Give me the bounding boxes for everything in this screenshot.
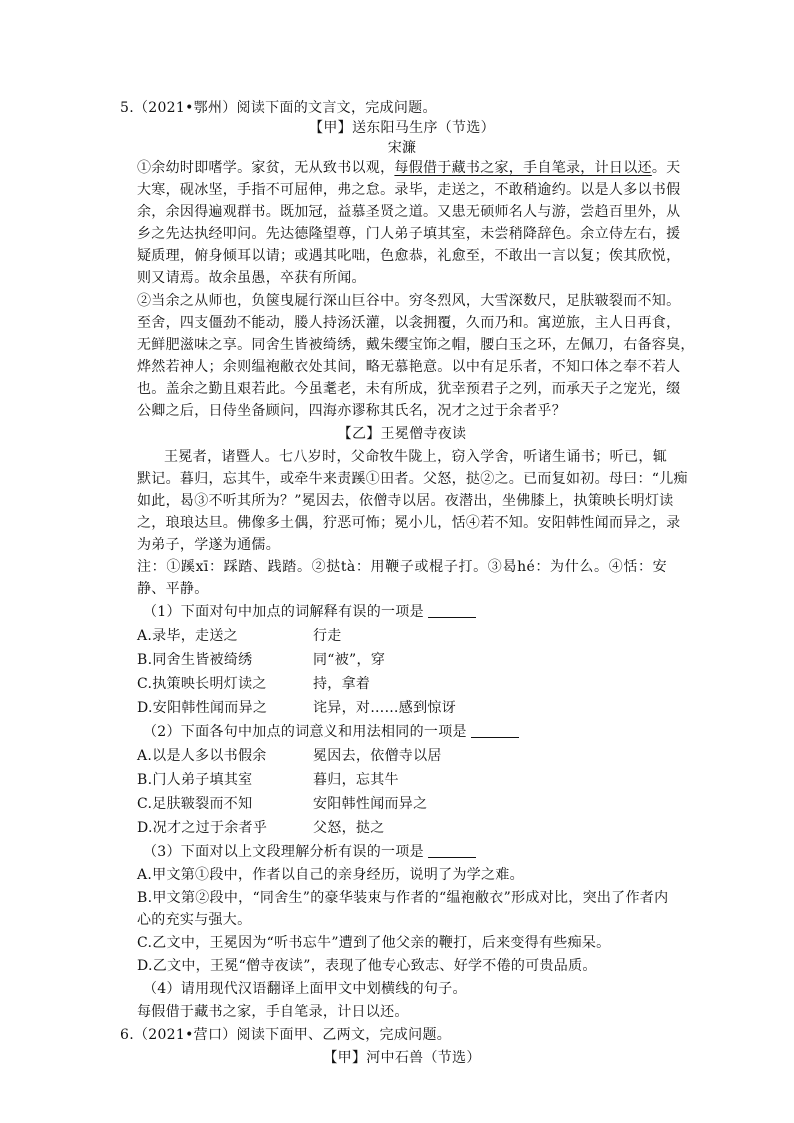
sub2-stem: （2）下面各句中加点的词意义和用法相同的一项是 — [143, 722, 673, 742]
sub2-option-a: A.以是人多以书假余 冕因去，依僧寺以居 — [137, 748, 442, 764]
q5-jia-title: 【甲】送东阳马生序（节选） — [309, 120, 495, 136]
sub2-option-d: D.况才之过于余者乎 父怒，挞之 — [137, 820, 385, 836]
sub4-stem: （4）请用现代汉语翻译上面甲文中划横线的句子。 — [143, 981, 467, 997]
p1-line-4: 乡之先达执经叩问。先达德隆望尊，门人弟子填其室，未尝稍降辞色。余立侍左右，援 — [137, 226, 681, 242]
p2-line-3: 无鲜肥滋味之享。同舍生皆被绮绣，戴朱缨宝饰之帽，腰白玉之环，左佩刀，右备容臭， — [137, 337, 695, 353]
sub1-option-d: D.安阳韩性闻而异之 诧异，对……感到惊讶 — [137, 700, 456, 716]
sub3-option-a: A.甲文第①段中，作者以自己的亲身经历，说明了为学之难。 — [137, 867, 524, 883]
p1-line-3: 余，余因得遍观群书。既加冠，益慕圣贤之道。又患无硕师名人与游，尝趋百里外，从 — [137, 204, 681, 220]
p1-line-2: 大寒，砚冰坚，手指不可屈伸，弗之怠。录毕，走送之，不敢稍逾约。以是人多以书假 — [137, 182, 681, 198]
sub1-option-a: A.录毕，走送之 行走 — [137, 628, 342, 644]
sub1-option-c: C.执策映长明灯读之 持，拿着 — [137, 676, 371, 692]
sub4-sentence: 每假借于藏书之家，手自笔录，计日以还。 — [137, 1004, 409, 1020]
q6-jia-title: 【甲】河中石兽（节选） — [323, 1050, 481, 1066]
p3-line-4: 之，琅琅达旦。佛像多土偶，狞恶可怖；冕小儿，恬④若不知。安阳韩性闻而异之，录 — [137, 515, 681, 531]
sub2-option-b: B.门人弟子填其室 暮归，忘其牛 — [137, 772, 399, 788]
answer-blank[interactable] — [428, 603, 476, 618]
p1-line-5: 疑质理，俯身倾耳以请；或遇其叱咄，色愈恭，礼愈至，不敢出一言以复；俟其欣悦， — [137, 248, 681, 264]
p2-line-2: 至舍，四支僵劲不能动，媵人持汤沃灌，以衾拥覆，久而乃和。寓逆旅，主人日再食， — [137, 315, 681, 331]
sub1-stem: （1）下面对句中加点的词解释有误的一项是 — [143, 602, 673, 622]
p2-line-1: ②当余之从师也，负箧曳屣行深山巨谷中。穷冬烈风，大雪深数尺，足肤皲裂而不知。 — [137, 293, 681, 309]
p3-line-3: 如此，曷③不听其所为？”冕因去，依僧寺以居。夜潜出，坐佛膝上，执策映长明灯读 — [137, 493, 674, 509]
notes-line-2: 静、平静。 — [137, 581, 209, 597]
notes-line-1: 注：①蹊xī：踩踏、践踏。②挞tà：用鞭子或棍子打。③曷hé：为什么。④恬：安 — [137, 559, 667, 575]
q5-yi-title: 【乙】王冕僧寺夜读 — [337, 426, 467, 442]
p3-line-1: 王冕者，诸暨人。七八岁时，父命牧牛陇上，窃入学舍，听诸生诵书；听已，辄 — [164, 449, 667, 465]
answer-blank[interactable] — [428, 843, 476, 858]
p2-line-4: 烨然若神人；余则缊袍敝衣处其间，略无慕艳意。以中有足乐者，不知口体之奉不若人 — [137, 359, 681, 375]
q5-header: 5.（2021•鄂州）阅读下面的文言文，完成问题。 — [120, 100, 437, 116]
sub3-option-b: B.甲文第②段中，“同舍生”的豪华装束与作者的“缊袍敝衣”形成对比，突出了作者内 — [137, 890, 669, 906]
p1-line-6: 则又请焉。故余虽愚，卒获有所闻。 — [137, 270, 366, 286]
q6-header: 6.（2021•营口）阅读下面甲、乙两文，完成问题。 — [120, 1027, 452, 1043]
q5-jia-author: 宋濂 — [387, 140, 417, 156]
p1-line-1: ①余幼时即嗜学。家贫，无从致书以观，每假借于藏书之家，手自笔录，计日以还。天 — [137, 160, 681, 176]
p3-line-2: 默记。暮归，忘其牛，或牵牛来责蹊①田者。父怒，挞②之。已而复如初。母曰：“儿痴 — [137, 471, 688, 487]
p2-line-6: 公卿之后，日侍坐备顾问，四海亦谬称其氏名，况才之过于余者乎？ — [137, 403, 566, 419]
sub1-option-b: B.同舍生皆被绮绣 同“被”，穿 — [137, 652, 386, 668]
sub2-option-c: C.足肤皲裂而不知 安阳韩性闻而异之 — [137, 796, 428, 812]
answer-blank[interactable] — [471, 723, 519, 738]
sub3-option-c: C.乙文中，王冕因为“听书忘牛”遭到了他父亲的鞭打，后来变得有些痴呆。 — [137, 935, 611, 951]
sub3-option-b-cont: 心的充实与强大。 — [137, 912, 252, 928]
underlined-sentence: 每假借于藏书之家，手自笔录，计日以还 — [394, 160, 652, 176]
sub3-option-d: D.乙文中，王冕“僧寺夜读”，表现了他专心致志、好学不倦的可贵品质。 — [137, 958, 597, 974]
p2-line-5: 也。盖余之勤且艰若此。今虽耄老，未有所成，犹幸预君子之列，而承天子之宠光，缀 — [137, 381, 681, 397]
p3-line-5: 为弟子，学遂为通儒。 — [137, 537, 280, 553]
sub3-stem: （3）下面对以上文段理解分析有误的一项是 — [143, 842, 673, 862]
